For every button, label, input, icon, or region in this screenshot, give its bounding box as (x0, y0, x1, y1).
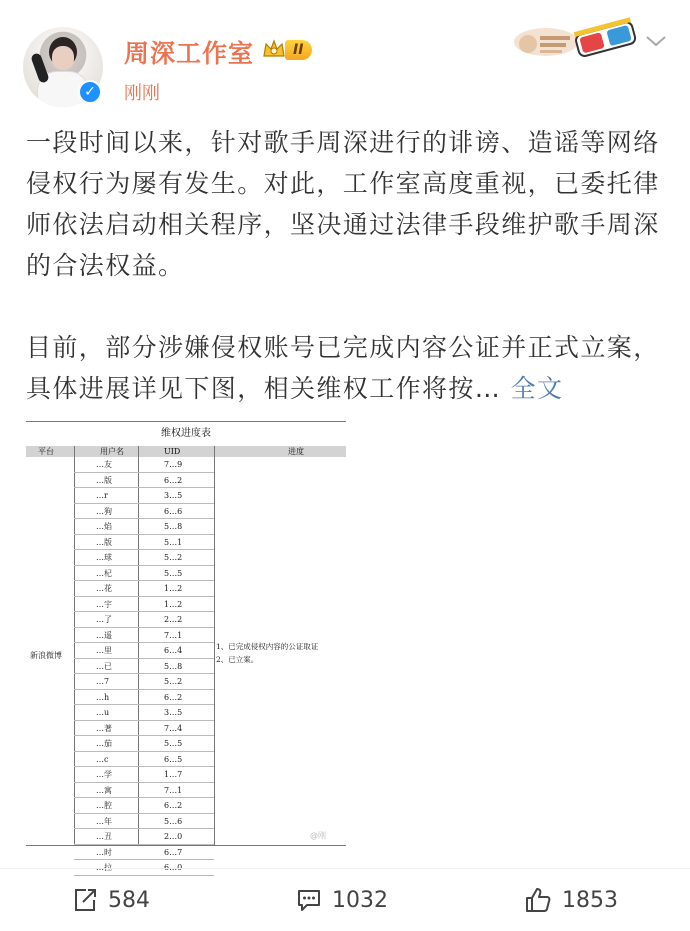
table-cell-uid: 6…4 (164, 646, 183, 655)
table-cell-username: …拉 (96, 863, 112, 872)
table-row (74, 566, 214, 582)
table-row (74, 581, 214, 597)
table-row (74, 643, 214, 659)
like-count: 1853 (562, 887, 618, 913)
comment-count: 1032 (332, 887, 388, 913)
table-cell-uid: 2…2 (164, 615, 183, 624)
award-badge (506, 12, 642, 62)
repost-icon (72, 887, 98, 913)
post-paragraph-truncated: 目前，部分涉嫌侵权账号已完成内容公证并正式立案，具体进展详见下图，相关维权工作将按… (26, 333, 660, 403)
action-bar (0, 868, 690, 931)
table-cell-username: …杞 (96, 568, 112, 578)
post-body (26, 122, 666, 409)
table-cell-uid: 2…0 (164, 832, 183, 841)
table-header-cell: UID (164, 447, 181, 456)
table-cell-uid: 6…2 (164, 475, 183, 485)
table-cell-username: …丑 (96, 832, 112, 841)
table-row (74, 767, 214, 783)
table-cell-username: …焰 (96, 522, 112, 531)
post-image[interactable] (26, 418, 346, 872)
table-row (74, 690, 214, 706)
table-rows (74, 457, 214, 876)
table-cell-username: …c (96, 754, 109, 764)
post-paragraph: 一段时间以来，针对歌手周深进行的诽谤、造谣等网络侵权行为屡有发生。对此，工作室高度重视，已委托律师依法启动相关程序，坚决通过法律手段维护歌手周深的合法权益。 (26, 128, 660, 280)
full-text-link[interactable]: 全文 (510, 374, 564, 403)
table-cell-username: …腔 (96, 801, 112, 810)
chevron-down-icon[interactable] (644, 33, 668, 49)
table-row (74, 504, 214, 520)
table-row (74, 736, 214, 752)
verified-icon: ✓ (78, 80, 102, 104)
image-watermark: @刚 (310, 831, 326, 840)
table-platform: 新浪微博 (30, 651, 62, 660)
table-cell-uid: 7…1 (164, 785, 183, 795)
table-cell-uid: 6…0 (164, 863, 183, 872)
table-cell-username: …了 (96, 615, 112, 624)
table-title: 维权进度表 (26, 422, 346, 446)
user-name[interactable]: 周深工作室 (124, 39, 255, 68)
table-cell-username: …著 (96, 723, 112, 733)
table-row (74, 674, 214, 690)
table-cell-username: …h (96, 692, 110, 702)
table-row (74, 457, 214, 473)
table-row (74, 473, 214, 489)
table-cell-uid: 5…5 (164, 568, 183, 578)
table-cell-username: …版 (96, 475, 112, 485)
table-cell-username: …学 (96, 770, 112, 779)
table-cell-username: …花 (96, 584, 112, 593)
table-cell-uid: 1…7 (164, 770, 183, 779)
table-row (74, 705, 214, 721)
progress-line: 2、已立案。 (216, 655, 259, 664)
table-cell-uid: 5…5 (164, 739, 183, 748)
table-cell-username: …茄 (96, 739, 112, 748)
table-header-cell: 用户名 (100, 447, 124, 456)
table-row (74, 628, 214, 644)
table-cell-username: …r (96, 491, 108, 500)
table-row (74, 845, 214, 861)
table-cell-uid: 6…2 (164, 692, 183, 702)
table-cell-uid: 7…1 (164, 630, 183, 640)
repost-button[interactable] (72, 885, 150, 915)
table-cell-uid: 7…9 (164, 460, 183, 469)
post-time: 刚刚 (124, 83, 160, 104)
post-paragraph (26, 327, 666, 409)
progress-line: 1、已完成侵权内容的公证取证 (216, 642, 319, 651)
table-progress (216, 640, 346, 666)
table-row (74, 535, 214, 551)
table-cell-username: …里 (96, 646, 112, 655)
table-cell-username: …友 (96, 460, 112, 469)
like-icon (524, 886, 552, 914)
post-header (0, 0, 690, 120)
table-cell-username: …版 (96, 537, 112, 547)
repost-count: 584 (108, 887, 150, 913)
table-cell-uid: 1…2 (164, 599, 183, 609)
table-cell-uid: 5…2 (164, 677, 183, 686)
table-cell-username: …u (96, 708, 110, 717)
table-cell-uid: 5…6 (164, 816, 183, 826)
table-cell-username: …遥 (96, 630, 112, 640)
table-row (74, 752, 214, 768)
table-cell-uid: 1…2 (164, 584, 183, 593)
table-cell-username: …寓 (96, 785, 112, 795)
table-cell-username: …时 (96, 847, 112, 857)
table-row (74, 488, 214, 504)
table-header-cell: 进度 (288, 447, 304, 456)
table-cell-uid: 6…7 (164, 847, 183, 857)
table-cell-username: …年 (96, 816, 112, 826)
table-row (74, 519, 214, 535)
table-cell-username: …狗 (96, 506, 112, 516)
table-cell-username: …已 (96, 661, 112, 671)
crown-icon (262, 38, 286, 60)
table-row (74, 597, 214, 613)
table-cell-uid: 3…5 (164, 491, 183, 500)
table-cell-uid: 5…2 (164, 553, 183, 562)
table-cell-uid: 5…1 (164, 537, 183, 547)
comment-button[interactable] (296, 885, 388, 915)
table-header-cell: 平台 (38, 447, 54, 456)
comment-icon (296, 887, 322, 913)
table-row (74, 659, 214, 675)
table-row (74, 721, 214, 737)
table-cell-uid: 6…6 (164, 506, 183, 516)
table-row (74, 612, 214, 628)
table-cell-username: …7 (96, 677, 110, 686)
table-cell-uid: 5…8 (164, 522, 183, 531)
table-cell-uid: 6…2 (164, 801, 183, 810)
table-row (74, 829, 214, 845)
table-cell-uid: 7…4 (164, 723, 183, 733)
table-cell-username: …球 (96, 553, 112, 562)
table-cell-uid: 6…5 (164, 754, 183, 764)
table-cell-uid: 3…5 (164, 708, 183, 717)
like-button[interactable] (524, 885, 618, 915)
table-cell-username: …宇 (96, 599, 112, 609)
level-badge: II (285, 40, 312, 60)
table-row (74, 798, 214, 814)
table-cell-uid: 5…8 (164, 661, 183, 671)
table-row (74, 550, 214, 566)
table-row (74, 814, 214, 830)
table-row (74, 783, 214, 799)
